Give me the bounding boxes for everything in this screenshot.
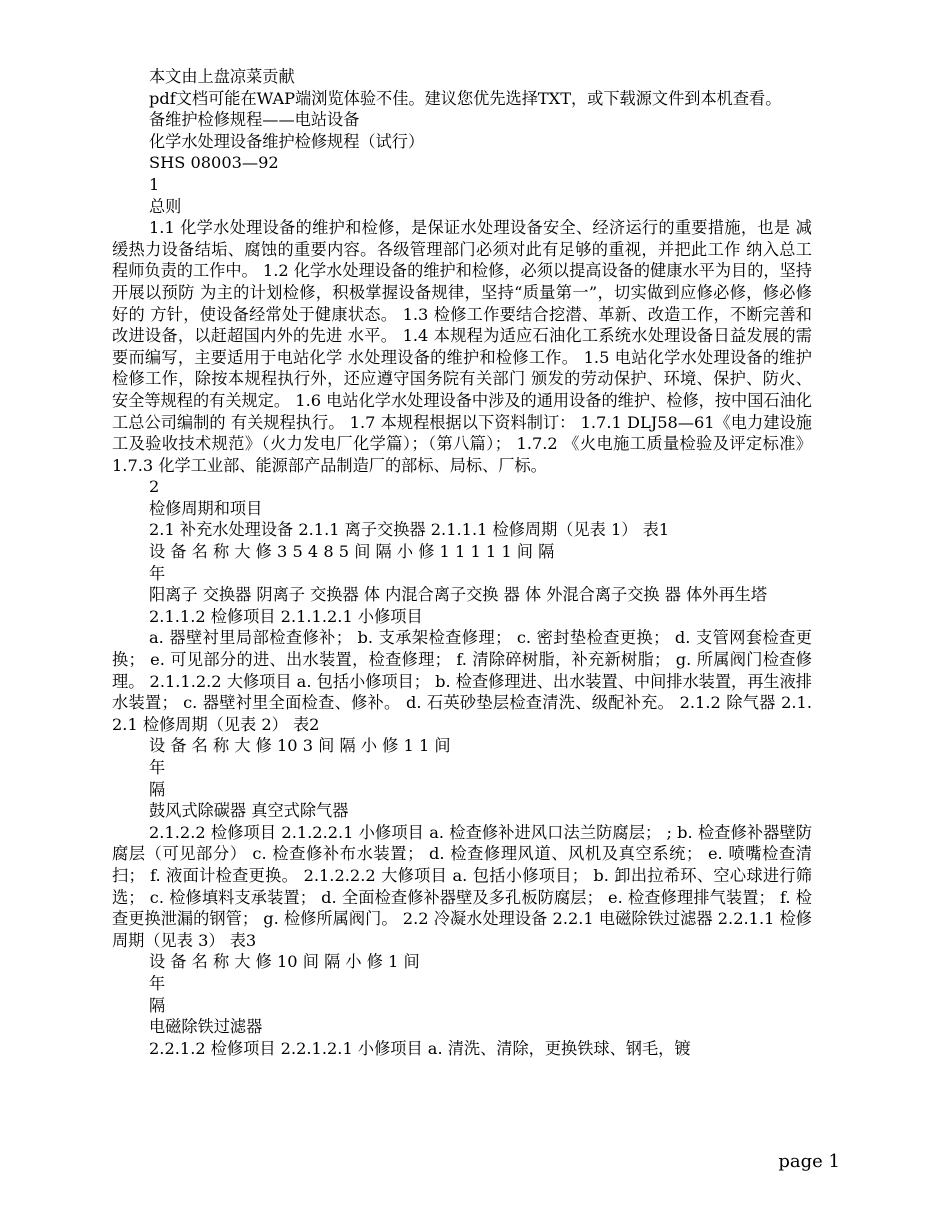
paragraph-check-items: 2.1.1.2 检修项目 2.1.1.2.1 小修项目 (149, 606, 423, 626)
table2-unit: 年 (149, 758, 166, 777)
paragraph-general: 1.1 化学水处理设备的维护和检修，是保证水处理设备安全、经济运行的重要措施，也是 减缓热力设备结垢、腐蚀的重要内容。各级管理部门必须对此有足够的重视，并把此工作 纳入总工程师负责的工作中。 1.2 化学水处理设备的维护和检修，必须以提高设备的健康水平为目的，坚持开展以预防 为主的计划检修，积极掌握设备规律，坚持“质量第一”，切实做到应修必修，修必修好的 方针，使设备经常处于健康状态。 1.3 检修工作要结合挖潜、革新、改造工作，不断完善和改进设备，以赶超国内外的先进 水平。 1.4 本规程为适应石油化工系统水处理设备日益发展的需要而编写，主要适用于电站化学 水处理设备的维护和检修工作。 1.5 电站化学水处理设备的维护检修工作，除按本规程执行外，还应遵守国务院有关部门 颁发的劳动保护、环境、保护、防火、安全等规程的有关规定。 1.6 电站化学水处理设备中涉及的通用设备的维护、检修，按中国石油化工总公司编制的 有关规程执行。 1.7 本规程根据以下资料制订： 1.7.1 DLJ58—61《电力建设施工及验收技术规范》（火力发电厂化学篇）；（第八篇）； 1.7.2 《火电施工质量检验及评定标准》 1.7.3 化学工业部、能源部产品制造厂的部标、局标、厂标。 (112, 218, 818, 475)
series-title: 备维护检修规程——电站设备 (149, 110, 360, 130)
page-number: page 1 (778, 1151, 840, 1172)
table2-rows: 鼓风式除碳器 真空式除气器 (149, 801, 349, 821)
standard-number: SHS 08003—92 (149, 153, 279, 173)
paragraph-degasser: 2.1.2.2 检修项目 2.1.2.2.1 小修项目 a. 检查修补进风口法兰防腐层； ; b. 检查修补器壁防腐层（可见部分） c. 检查修补布水装置； d. 检查修理风道、风机及真空系统； e. 喷嘴检查清扫； f. 液面计检查更换。 2.1.2.2.2 大修项目 a. 包括小修项目； b. 卸出拉希环、空心球进行筛选； c. 检修填料支承装置； d. 全面检查修补器壁及多孔板防腐层； e. 检查修理排气装置； f. 检查更换泄漏的钢管； g. 检修所属阀门。 2.2 冷凝水处理设备 2.2.1 电磁除铁过滤器 2.2.1.1 检修周期（见表 3） 表3 (112, 822, 812, 950)
table1-rows: 阳离子 交换器 阴离子 交换器 体 内混合离子交换 器 体 外混合离子交换 器 体外再生塔 (149, 585, 768, 605)
document-title: 化学水处理设备维护检修规程（试行） (149, 131, 425, 151)
document-body (112, 66, 818, 1059)
table3-interval: 隔 (149, 995, 166, 1015)
table2-header: 设 备 名 称 大 修 10 3 间 隔 小 修 1 1 间 (149, 736, 451, 756)
section-number-2: 2 (149, 477, 160, 497)
contributor-line: 本文由上盘凉菜贡献 (149, 67, 295, 86)
table1-header: 设 备 名 称 大 修 3 5 4 8 5 间 隔 小 修 1 1 1 1 1 间 隔 (149, 542, 555, 562)
section-number-1: 1 (149, 174, 160, 194)
table3-unit: 年 (149, 973, 166, 993)
notice-line: pdf文档可能在WAP端浏览体验不佳。建议您优先选择TXT，或下载源文件到本机查看。 (149, 88, 782, 108)
table2-interval: 隔 (149, 779, 166, 799)
section-heading-general: 总则 (149, 196, 182, 216)
paragraph-minor-repair: a. 器壁衬里局部检查修补； b. 支承架检查修理； c. 密封垫检查更换； d. 支管网套检查更换； e. 可见部分的进、出水装置，检查修理； f. 清除碎树脂，补充新树脂； g. 所属阀门检查修理。 2.1.1.2.2 大修项目 a. 包括小修项目； b. 检查修理进、出水装置、中间排水装置，再生液排水装置； c. 器壁衬里全面检查、修补。 d. 石英砂垫层检查清洗、级配补充。 2.1.2 除气器 2.1.2.1 检修周期（见表 2） 表2 (112, 628, 812, 734)
table1-unit: 年 (149, 563, 166, 583)
table3-rows: 电磁除铁过滤器 (149, 1017, 263, 1037)
paragraph-electromagnetic-filter: 2.2.1.2 检修项目 2.2.1.2.1 小修项目 a. 清洗、清除，更换铁球、钢毛，镀 (149, 1038, 691, 1058)
section-heading-schedule: 检修周期和项目 (149, 498, 263, 518)
table3-header: 设 备 名 称 大 修 10 间 隔 小 修 1 间 (149, 952, 420, 972)
paragraph-ion-exchanger: 2.1 补充水处理设备 2.1.1 离子交换器 2.1.1.1 检修周期（见表 1） 表1 (149, 520, 670, 540)
